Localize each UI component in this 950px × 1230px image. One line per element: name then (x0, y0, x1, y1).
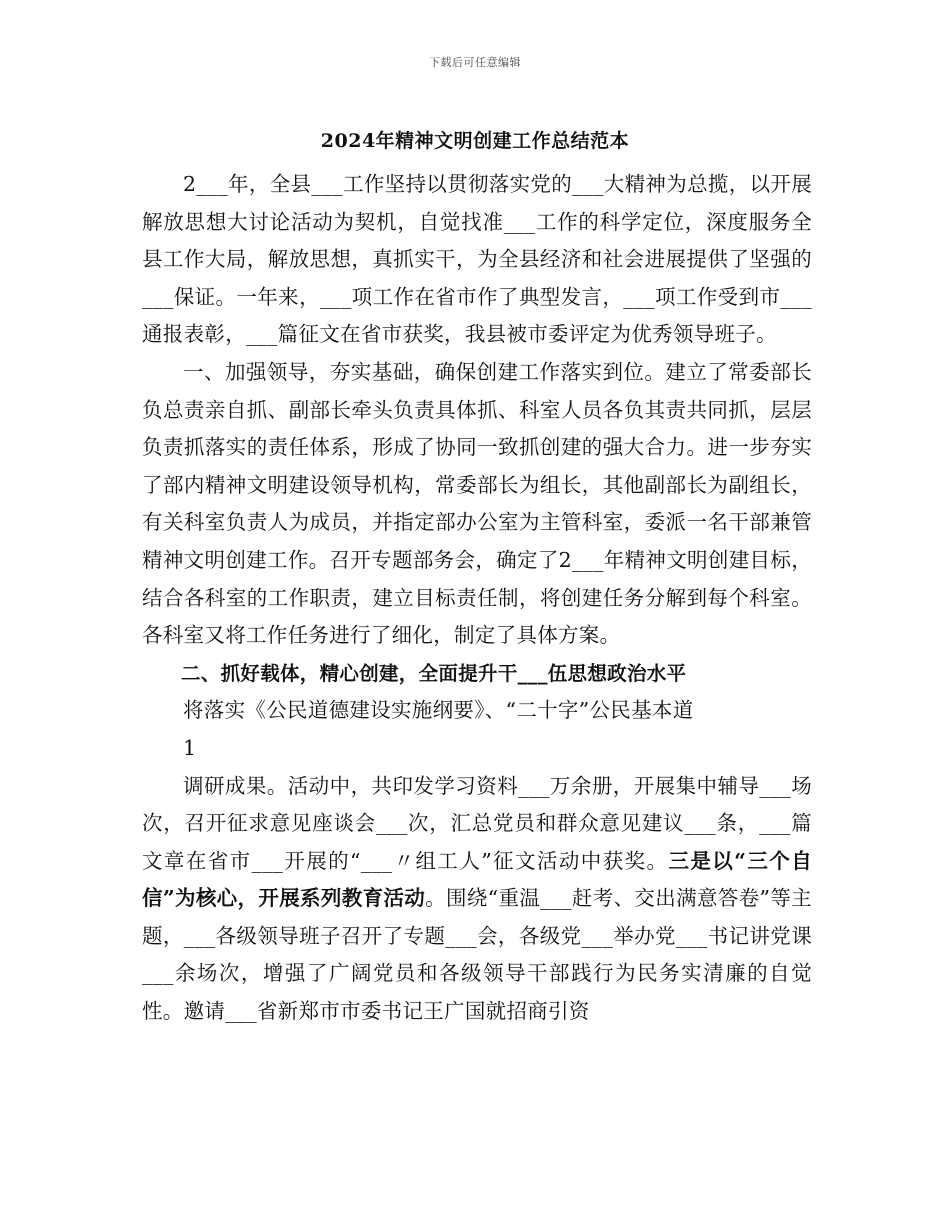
paragraph-intro: 2___年，全县___工作坚持以贯彻落实党的___大精神为总揽，以开展解放思想大讨论活动为契机，自觉找准___工作的科学定位，深度服务全县工作大局，解放思想，真抓实干，为全县经济和社会进展提供了坚强的___保证。一年来，___项工作在省市作了典型发言，___项工作受到市___通报表彰，___篇征文在省市获奖，我县被市委评定为优秀领导班子。 (142, 172, 812, 347)
paragraph-continued-end: 。围绕“重温___赶考、交出满意答卷”等主题，___各级领导班子召开了专题___会，各级党___举办党___书记讲党课___余场次，增强了广阔党员和各级领导干部践行为民务实清廉的自觉性。邀请___省新郑市市委书记王广国就招商引资 (142, 886, 812, 1024)
paragraph-section-2-start: 将落实《公民道德建设实施纲要》、“二十字”公民基本道 (183, 698, 694, 723)
paragraph-section-2-continued (142, 768, 812, 1031)
document-title: 2024年精神文明创建工作总结范本 (320, 130, 630, 152)
document-body (142, 166, 812, 1031)
paragraph-section-1: 一、加强领导，夯实基础，确保创建工作落实到位。建立了常委部长负总责亲自抓、副部长牵头负责具体抓、科室人员各负其责共同抓，层层负责抓落实的责任体系，形成了协同一致抓创建的强大合力。进一步夯实了部内精神文明建设领导机构，常委部长为组长，其他副部长为副组长，有关科室负责人为成员，并指定部办公室为主管科室，委派一名干部兼管精神文明创建工作。召开专题部务会，确定了2___年精神文明创建目标，结合各科室的工作职责，建立目标责任制，将创建任务分解到每个科室。各科室又将工作任务进行了细化，制定了具体方案。 (142, 359, 812, 648)
header-note: 下载后可任意编辑 (429, 56, 521, 69)
page-number: 1 (183, 735, 197, 760)
section-heading-2: 二、抓好载体，精心创建，全面提升干___伍思想政治水平 (181, 661, 687, 685)
bold-highlight-text: 三是以“三个自信”为核心，开展系列教育活动 (142, 848, 812, 911)
paragraph-continued-text: 调研成果。活动中，共印发学习资料___万余册，开展集中辅导___场次，召开征求意见座谈会___次，汇总党员和群众意见建议___条，___篇文章在省市___开展的“___〃组工人”征文活动中获奖。 (142, 773, 812, 873)
